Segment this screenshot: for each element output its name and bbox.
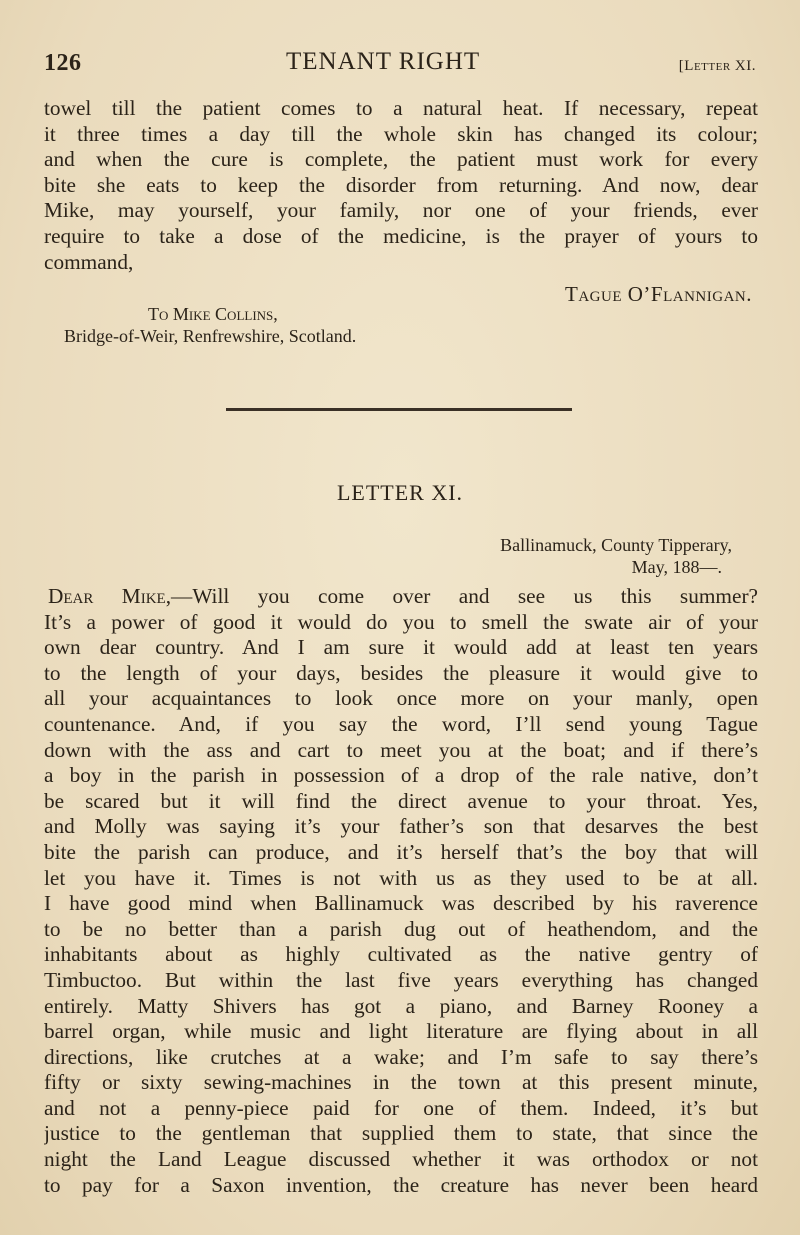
running-title: TENANT RIGHT [286,48,481,75]
page-header [44,44,756,84]
text-line: directions, like crutches at a wake; and I’m safe to say there’s [44,1044,758,1069]
text-line: and not a penny-piece paid for one of them. Indeed, it’s but [44,1095,758,1120]
text-line: Timbuctoo. But within the last five years everything has changed [44,967,758,992]
text-line: barrel organ, while music and light literature are flying about in all [44,1019,758,1044]
text-line: countenance. And, if you say the word, I’ll send young Tague [44,711,758,736]
text-line: require to take a dose of the medicine, is the prayer of yours to [44,223,758,248]
addressee-place: Bridge-of-Weir, Renfrewshire, Scotland. [64,326,357,346]
text-line-first [44,584,758,610]
previous-letter-text [44,96,758,275]
running-letter-reference: [Letter XI. [678,58,756,74]
text-line: command, [44,249,134,274]
text-line: and Molly was saying it’s your father’s son that desarves the best [44,814,758,839]
text-line: bite she eats to keep the disorder from returning. And now, dear [44,172,758,197]
text-line: down with the ass and cart to meet you at the boat; and if there’s [44,737,758,762]
first-line-rest: —Will you come over and see us this summer? [171,584,758,608]
text-line: bite the parish can produce, and it’s herself that’s the boy that will [44,839,758,864]
text-line: be scared but it will find the direct avenue to your throat. Yes, [44,788,758,813]
text-line: to be no better than a parish dug out of heathendom, and the [44,916,758,941]
page-number: 126 [44,50,82,76]
text-line: justice to the gentleman that supplied them to state, that since the [44,1121,758,1146]
addressee-name: To Mike Collins, [148,304,278,324]
signature: Tague O’Flannigan. [565,282,752,306]
text-line: I have good mind when Ballinamuck was described by his raverence [44,891,758,916]
text-line: entirely. Matty Shivers has got a piano, and Barney Rooney a [44,993,758,1018]
text-line: it three times a day till the whole skin has changed its colour; [44,121,758,146]
text-line: towel till the patient comes to a natural heat. If necessary, repeat [44,96,758,120]
salutation: Dear Mike, [48,584,172,608]
text-line: a boy in the parish in possession of a drop of the rale native, don’t [44,763,758,788]
text-line: let you have it. Times is not with us as they used to be at all. [44,865,758,890]
text-line: to pay for a Saxon invention, the creature has never been heard [44,1172,758,1197]
text-line: fifty or sixty sewing-machines in the town at this present minute, [44,1070,758,1095]
text-line: It’s a power of good it would do you to smell the swate air of your [44,609,758,634]
text-line: to the length of your days, besides the pleasure it would give to [44,660,758,685]
letter-dateline [500,534,732,578]
text-line: and when the cure is complete, the patient must work for every [44,147,758,172]
addressee-block [64,303,356,347]
letter-body [44,584,758,1198]
letter-place: Ballinamuck, County Tipperary, [500,535,732,555]
section-divider [226,408,572,411]
text-line: inhabitants about as highly cultivated as the native gentry of [44,942,758,967]
letter-heading: LETTER XI. [336,480,464,505]
letter-date: May, 188—. [631,557,722,577]
text-line: own dear country. And I am sure it would add at least ten years [44,635,758,660]
text-line: Mike, may yourself, your family, nor one of your friends, ever [44,198,758,223]
text-line: night the Land League discussed whether it was orthodox or not [44,1147,758,1172]
text-line: all your acquaintances to look once more on your manly, open [44,686,758,711]
